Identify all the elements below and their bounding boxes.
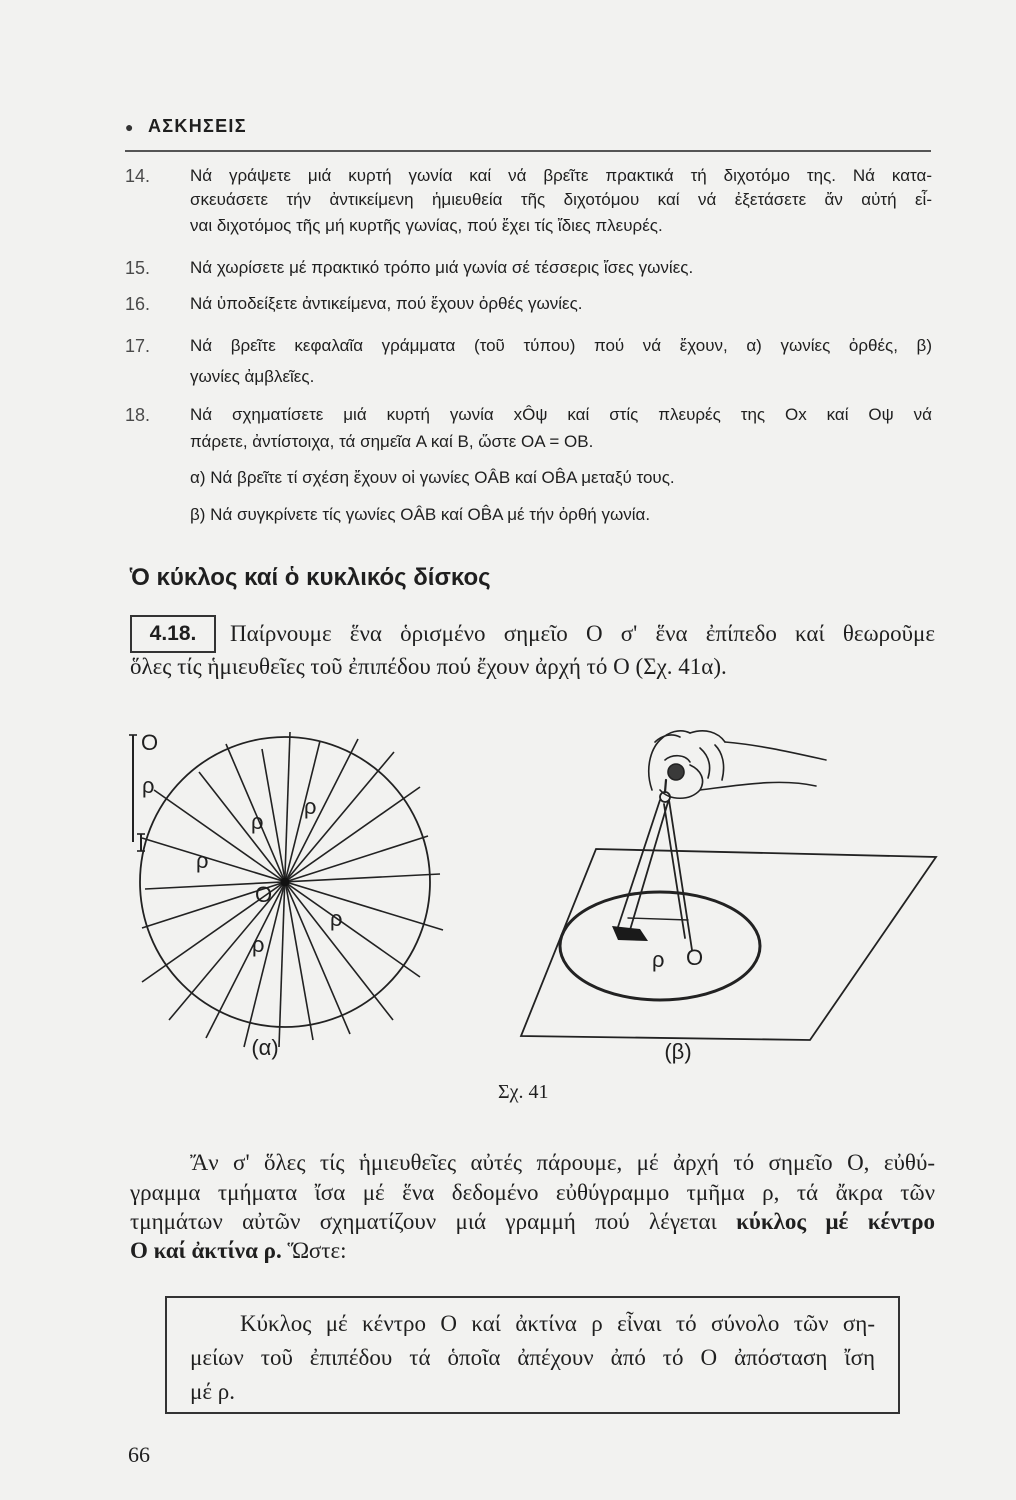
figure-alpha <box>129 732 443 1047</box>
definition-line: μέ ρ. <box>190 1379 235 1404</box>
exercise-text-line: σκευάσετε τήν ἀντικείμενη ἡμιευθεία τῆς διχοτόμου καί νά ἐξετάσετε ἄν αὐτή εἶ- <box>190 190 932 209</box>
term-emphasis: κύκλος μέ κέντρο <box>736 1209 936 1234</box>
circle-radius-label: ρ <box>196 848 209 873</box>
exercise-text-line: Νά γράψετε μιά κυρτή γωνία καί νά βρεῖτε πρακτικά τή διχοτόμο της. Νά κατα- <box>190 166 932 185</box>
figure-alpha-label: (α) <box>251 1035 279 1060</box>
exercise-text-line: Νά σχηματίσετε μιά κυρτή γωνία xÔψ καί στίς πλευρές της Ox καί Oψ νά <box>190 405 932 424</box>
figure-beta-label: (β) <box>664 1039 692 1064</box>
page-number: 66 <box>128 1442 150 1467</box>
plane-shape <box>521 849 936 1040</box>
paragraph-text: Ὥστε: <box>281 1238 347 1263</box>
ray-line <box>199 772 393 1020</box>
definition-line: Κύκλος μέ κέντρο O καί ἀκτίνα ρ εἶναι τό σύνολο τῶν ση- <box>240 1311 875 1336</box>
exercise-number: 14. <box>125 166 151 186</box>
circle-radius-label: ρ <box>252 932 265 957</box>
figure-41 <box>0 700 1016 1080</box>
exercise-text-line: Νά χωρίσετε μέ πρακτικό τρόπο μιά γωνία σέ τέσσερις ἴσες γωνίες. <box>190 258 694 277</box>
exercise-number: 18. <box>125 405 151 425</box>
paragraph-line: Παίρνουμε ἕνα ὁρισμένο σημεῖο O σ' ἕνα ἐπίπεδο καί θεωροῦμε <box>230 621 935 646</box>
exercise-text-line: Νά βρεῖτε κεφαλαῖα γράμματα (τοῦ τύπου) πού νά ἔχουν, α) γωνίες ὀρθές, β) <box>190 336 932 355</box>
circle-radius-label: ρ <box>304 794 317 819</box>
paragraph-number-box: 4.18. <box>130 615 216 653</box>
section-header-title: ΑΣΚΗΣΕΙΣ <box>148 116 247 136</box>
beta-center-label: O <box>686 945 704 970</box>
exercise-number: 16. <box>125 294 151 314</box>
paragraph-line <box>130 1206 935 1238</box>
exercise-text-line: πάρετε, ἀντίστοιχα, τά σημεῖα A καί B, ὥστε OA = OB. <box>190 432 594 451</box>
paragraph-line <box>130 1235 347 1267</box>
circle-radius-label: ρ <box>251 809 264 834</box>
paragraph-line: γραμμα τμήματα ἴσα μέ ἕνα δεδομένο εὐθύγραμμο τμῆμα ρ, τά ἄκρα τῶν <box>130 1180 935 1205</box>
circle-center-label: O <box>255 882 273 907</box>
beta-radius-label: ρ <box>652 947 665 972</box>
header-divider <box>125 150 931 152</box>
center-point <box>281 878 290 887</box>
exercise-subpart: α) Νά βρεῖτε τί σχέση ἔχουν οἱ γωνίες OÂB καί OB̂A μεταξύ τους. <box>190 468 675 487</box>
paragraph-line: Ἄν σ' ὅλες τίς ἡμιευθεῖες αὐτές πάρουμε, μέ ἀρχή τό σημεῖο O, εὐθύ- <box>190 1150 935 1175</box>
paragraph-line: ὅλες τίς ἡμιευθεῖες τοῦ ἐπιπέδου πού ἔχουν ἀρχή τό O (Σχ. 41α). <box>130 654 727 679</box>
exercise-text-line: γωνίες ἀμβλεῖες. <box>190 367 315 386</box>
exercise-subpart: β) Νά συγκρίνετε τίς γωνίες OÂB καί OB̂A μέ τήν ὀρθή γωνία. <box>190 505 651 524</box>
figure-beta <box>521 731 936 1040</box>
segment-radius-label: ρ <box>142 773 155 798</box>
segment-start-label: O <box>141 730 159 755</box>
exercise-number: 15. <box>125 258 151 278</box>
drawn-circle <box>560 892 760 1000</box>
section-title: Ὁ κύκλος καί ὁ κυκλικός δίσκος <box>130 564 491 591</box>
exercise-text-line: Νά ὑποδείξετε ἀντικείμενα, πού ἔχουν ὀρθές γωνίες. <box>190 294 583 313</box>
hand-icon <box>649 731 826 798</box>
paragraph-text: τμημάτων αὐτῶν σχηματίζουν μιά γραμμή πού λέγεται <box>130 1209 737 1234</box>
exercise-text-line: ναι διχοτόμος τῆς μή κυρτῆς γωνίας, πού ἔχει τίς ἴδιες πλευρές. <box>190 216 663 235</box>
term-emphasis: O καί ἀκτίνα ρ. <box>130 1238 282 1263</box>
compass-icon <box>612 780 692 950</box>
exercise-number: 17. <box>125 336 151 356</box>
header-bullet-icon: ● <box>125 119 134 135</box>
circle-radius-label: ρ <box>330 906 343 931</box>
figure-caption: Σχ. 41 <box>498 1081 549 1103</box>
ray-line <box>206 739 358 1038</box>
ray-line <box>142 787 420 982</box>
definition-line: μείων τοῦ ἐπιπέδου τά ὁποῖα ἀπέχουν ἀπό τό O ἀπόσταση ἴση <box>190 1345 875 1370</box>
